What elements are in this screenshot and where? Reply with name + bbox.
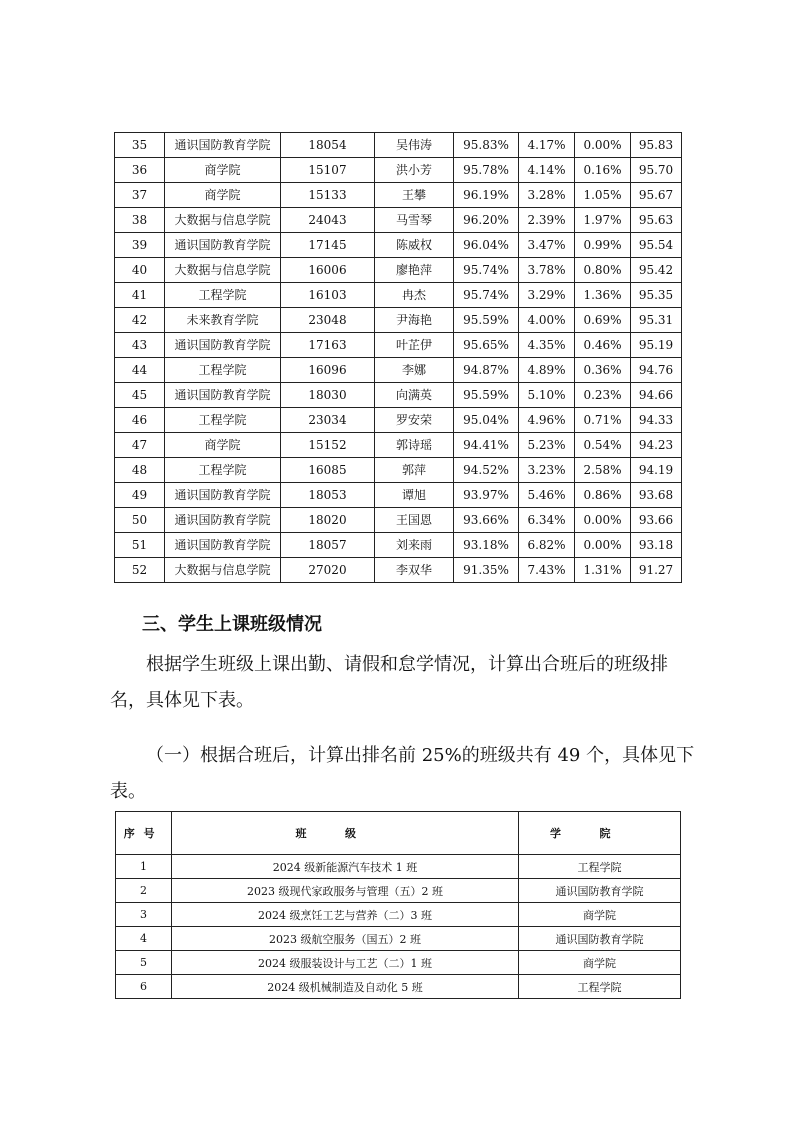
table-row — [115, 233, 682, 258]
attendance-rate-cell: 95.65% — [454, 333, 519, 358]
table-row — [115, 408, 682, 433]
college-cell: 工程学院 — [165, 408, 281, 433]
leave-rate-cell: 3.47% — [519, 233, 575, 258]
college-cell: 工程学院 — [165, 283, 281, 308]
class-name-cell: 2023 级现代家政服务与管理（五）2 班 — [172, 879, 519, 903]
score-cell: 95.67 — [631, 183, 682, 208]
college-cell: 通识国防教育学院 — [165, 333, 281, 358]
table-row — [115, 183, 682, 208]
teacher-cell: 李双华 — [375, 558, 454, 583]
index-cell: 2 — [116, 879, 172, 903]
teacher-cell: 廖艳萍 — [375, 258, 454, 283]
table-row — [115, 508, 682, 533]
leave-rate-cell: 6.82% — [519, 533, 575, 558]
leave-rate-cell: 6.34% — [519, 508, 575, 533]
college-cell: 商学院 — [165, 433, 281, 458]
truancy-rate-cell: 0.69% — [575, 308, 631, 333]
teacher-cell: 谭旭 — [375, 483, 454, 508]
truancy-rate-cell: 0.54% — [575, 433, 631, 458]
attendance-rate-cell: 94.52% — [454, 458, 519, 483]
leave-rate-cell: 3.29% — [519, 283, 575, 308]
class-code-cell: 27020 — [281, 558, 375, 583]
index-cell: 5 — [116, 951, 172, 975]
class-code-cell: 15133 — [281, 183, 375, 208]
score-cell: 95.42 — [631, 258, 682, 283]
truancy-rate-cell: 0.86% — [575, 483, 631, 508]
class-code-cell: 16006 — [281, 258, 375, 283]
score-cell: 95.35 — [631, 283, 682, 308]
class-code-cell: 18054 — [281, 133, 375, 158]
attendance-rate-cell: 96.20% — [454, 208, 519, 233]
ranking-table — [114, 132, 682, 583]
attendance-rate-cell: 94.87% — [454, 358, 519, 383]
teacher-cell: 尹海艳 — [375, 308, 454, 333]
truancy-rate-cell: 0.00% — [575, 533, 631, 558]
index-cell: 3 — [116, 903, 172, 927]
truancy-rate-cell: 2.58% — [575, 458, 631, 483]
college-cell: 通识国防教育学院 — [165, 233, 281, 258]
teacher-cell: 罗安荣 — [375, 408, 454, 433]
attendance-rate-cell: 93.66% — [454, 508, 519, 533]
college-cell: 工程学院 — [165, 458, 281, 483]
leave-rate-cell: 3.23% — [519, 458, 575, 483]
attendance-rate-cell: 95.74% — [454, 283, 519, 308]
table-row — [116, 855, 681, 879]
college-cell: 工程学院 — [165, 358, 281, 383]
table-row — [115, 158, 682, 183]
header-class: 班级 — [172, 812, 519, 855]
leave-rate-cell: 4.35% — [519, 333, 575, 358]
rank-cell: 47 — [115, 433, 165, 458]
table-row — [115, 283, 682, 308]
table-row — [115, 433, 682, 458]
class-code-cell: 18057 — [281, 533, 375, 558]
score-cell: 95.83 — [631, 133, 682, 158]
index-cell: 6 — [116, 975, 172, 999]
college-cell: 通识国防教育学院 — [165, 533, 281, 558]
score-cell: 94.33 — [631, 408, 682, 433]
table-row — [115, 558, 682, 583]
truancy-rate-cell: 0.00% — [575, 133, 631, 158]
score-cell: 93.68 — [631, 483, 682, 508]
score-cell: 95.63 — [631, 208, 682, 233]
class-code-cell: 24043 — [281, 208, 375, 233]
rank-cell: 41 — [115, 283, 165, 308]
class-code-cell: 16096 — [281, 358, 375, 383]
class-ranking-table — [115, 811, 681, 999]
attendance-rate-cell: 91.35% — [454, 558, 519, 583]
table-row — [115, 208, 682, 233]
attendance-rate-cell: 94.41% — [454, 433, 519, 458]
rank-cell: 51 — [115, 533, 165, 558]
college-cell: 通识国防教育学院 — [519, 879, 681, 903]
college-cell: 通识国防教育学院 — [165, 508, 281, 533]
table-row — [115, 383, 682, 408]
truancy-rate-cell: 1.31% — [575, 558, 631, 583]
rank-cell: 52 — [115, 558, 165, 583]
class-name-cell: 2024 级机械制造及自动化 5 班 — [172, 975, 519, 999]
college-cell: 大数据与信息学院 — [165, 558, 281, 583]
paragraph-top-25-percent: （一）根据合班后，计算出排名前 25%的班级共有 49 个，具体见下表。 — [110, 745, 695, 802]
class-code-cell: 23034 — [281, 408, 375, 433]
college-cell: 大数据与信息学院 — [165, 208, 281, 233]
leave-rate-cell: 5.23% — [519, 433, 575, 458]
table-row — [115, 133, 682, 158]
table-row — [115, 533, 682, 558]
teacher-cell: 马雪琴 — [375, 208, 454, 233]
attendance-rate-cell: 95.59% — [454, 383, 519, 408]
attendance-rate-cell: 95.04% — [454, 408, 519, 433]
index-cell: 1 — [116, 855, 172, 879]
college-cell: 未来教育学院 — [165, 308, 281, 333]
rank-cell: 35 — [115, 133, 165, 158]
index-cell: 4 — [116, 927, 172, 951]
truancy-rate-cell: 0.36% — [575, 358, 631, 383]
truancy-rate-cell: 1.36% — [575, 283, 631, 308]
class-name-cell: 2023 级航空服务（国五）2 班 — [172, 927, 519, 951]
truancy-rate-cell: 0.71% — [575, 408, 631, 433]
leave-rate-cell: 3.28% — [519, 183, 575, 208]
score-cell: 95.70 — [631, 158, 682, 183]
score-cell: 95.19 — [631, 333, 682, 358]
leave-rate-cell: 4.14% — [519, 158, 575, 183]
college-cell: 商学院 — [165, 183, 281, 208]
class-code-cell: 16103 — [281, 283, 375, 308]
college-cell: 商学院 — [519, 951, 681, 975]
rank-cell: 45 — [115, 383, 165, 408]
leave-rate-cell: 2.39% — [519, 208, 575, 233]
leave-rate-cell: 4.96% — [519, 408, 575, 433]
rank-cell: 49 — [115, 483, 165, 508]
college-cell: 通识国防教育学院 — [165, 483, 281, 508]
rank-cell: 43 — [115, 333, 165, 358]
truancy-rate-cell: 1.97% — [575, 208, 631, 233]
leave-rate-cell: 4.89% — [519, 358, 575, 383]
teacher-cell: 李娜 — [375, 358, 454, 383]
rank-cell: 42 — [115, 308, 165, 333]
leave-rate-cell: 4.00% — [519, 308, 575, 333]
college-cell: 通识国防教育学院 — [519, 927, 681, 951]
leave-rate-cell: 5.46% — [519, 483, 575, 508]
teacher-cell: 洪小芳 — [375, 158, 454, 183]
table-row — [115, 258, 682, 283]
leave-rate-cell: 5.10% — [519, 383, 575, 408]
attendance-rate-cell: 95.74% — [454, 258, 519, 283]
rank-cell: 50 — [115, 508, 165, 533]
class-code-cell: 23048 — [281, 308, 375, 333]
truancy-rate-cell: 0.99% — [575, 233, 631, 258]
class-code-cell: 18053 — [281, 483, 375, 508]
attendance-rate-cell: 93.97% — [454, 483, 519, 508]
teacher-cell: 陈威权 — [375, 233, 454, 258]
attendance-rate-cell: 95.83% — [454, 133, 519, 158]
teacher-cell: 王国恩 — [375, 508, 454, 533]
college-cell: 大数据与信息学院 — [165, 258, 281, 283]
teacher-cell: 吴伟涛 — [375, 133, 454, 158]
truancy-rate-cell: 1.05% — [575, 183, 631, 208]
leave-rate-cell: 3.78% — [519, 258, 575, 283]
college-cell: 通识国防教育学院 — [165, 133, 281, 158]
class-code-cell: 15152 — [281, 433, 375, 458]
score-cell: 94.76 — [631, 358, 682, 383]
class-code-cell: 18020 — [281, 508, 375, 533]
attendance-rate-cell: 96.19% — [454, 183, 519, 208]
class-name-cell: 2024 级烹饪工艺与营养（二）3 班 — [172, 903, 519, 927]
rank-cell: 44 — [115, 358, 165, 383]
attendance-rate-cell: 95.59% — [454, 308, 519, 333]
truancy-rate-cell: 0.23% — [575, 383, 631, 408]
table-row — [116, 951, 681, 975]
college-cell: 商学院 — [519, 903, 681, 927]
college-cell: 工程学院 — [519, 975, 681, 999]
class-table-header-row — [116, 812, 681, 855]
attendance-rate-cell: 93.18% — [454, 533, 519, 558]
table-row — [116, 975, 681, 999]
table-row — [115, 308, 682, 333]
leave-rate-cell: 7.43% — [519, 558, 575, 583]
class-code-cell: 17163 — [281, 333, 375, 358]
score-cell: 91.27 — [631, 558, 682, 583]
score-cell: 94.23 — [631, 433, 682, 458]
score-cell: 94.66 — [631, 383, 682, 408]
table-row — [115, 333, 682, 358]
rank-cell: 37 — [115, 183, 165, 208]
teacher-cell: 冉杰 — [375, 283, 454, 308]
rank-cell: 46 — [115, 408, 165, 433]
table-row — [115, 483, 682, 508]
truancy-rate-cell: 0.00% — [575, 508, 631, 533]
header-college: 学院 — [519, 812, 681, 855]
paragraph-ranking-intro: 根据学生班级上课出勤、请假和怠学情况，计算出合班后的班级排名，具体见下表。 — [110, 654, 668, 711]
teacher-cell: 郭萍 — [375, 458, 454, 483]
leave-rate-cell: 4.17% — [519, 133, 575, 158]
section-heading: 三、学生上课班级情况 — [142, 614, 322, 635]
rank-cell: 39 — [115, 233, 165, 258]
college-cell: 通识国防教育学院 — [165, 383, 281, 408]
truancy-rate-cell: 0.80% — [575, 258, 631, 283]
table-row — [115, 358, 682, 383]
score-cell: 93.18 — [631, 533, 682, 558]
class-code-cell: 17145 — [281, 233, 375, 258]
score-cell: 95.31 — [631, 308, 682, 333]
teacher-cell: 王攀 — [375, 183, 454, 208]
college-cell: 商学院 — [165, 158, 281, 183]
truancy-rate-cell: 0.46% — [575, 333, 631, 358]
table-row — [116, 927, 681, 951]
table-row — [115, 458, 682, 483]
rank-cell: 48 — [115, 458, 165, 483]
teacher-cell: 向满英 — [375, 383, 454, 408]
rank-cell: 36 — [115, 158, 165, 183]
class-code-cell: 15107 — [281, 158, 375, 183]
rank-cell: 40 — [115, 258, 165, 283]
teacher-cell: 叶芷伊 — [375, 333, 454, 358]
class-code-cell: 18030 — [281, 383, 375, 408]
attendance-rate-cell: 96.04% — [454, 233, 519, 258]
score-cell: 95.54 — [631, 233, 682, 258]
class-code-cell: 16085 — [281, 458, 375, 483]
score-cell: 94.19 — [631, 458, 682, 483]
rank-cell: 38 — [115, 208, 165, 233]
college-cell: 工程学院 — [519, 855, 681, 879]
attendance-rate-cell: 95.78% — [454, 158, 519, 183]
teacher-cell: 刘来雨 — [375, 533, 454, 558]
class-name-cell: 2024 级新能源汽车技术 1 班 — [172, 855, 519, 879]
table-row — [116, 879, 681, 903]
header-index: 序号 — [116, 812, 172, 855]
table-row — [116, 903, 681, 927]
class-name-cell: 2024 级服装设计与工艺（二）1 班 — [172, 951, 519, 975]
truancy-rate-cell: 0.16% — [575, 158, 631, 183]
score-cell: 93.66 — [631, 508, 682, 533]
teacher-cell: 郭诗瑶 — [375, 433, 454, 458]
